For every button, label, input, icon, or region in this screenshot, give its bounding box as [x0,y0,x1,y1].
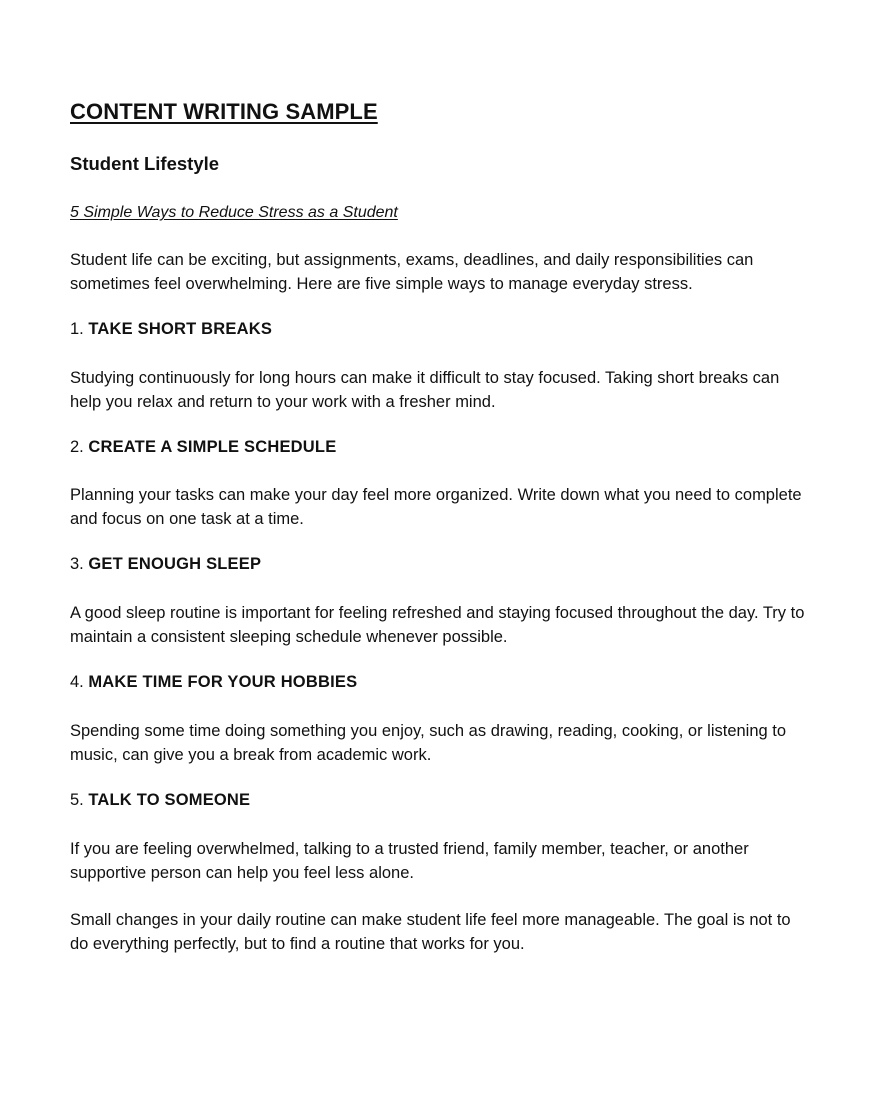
section-body-3: A good sleep routine is important for feeling refreshed and staying focused throughout the day. Try to maintain a consistent sleeping schedule whenever possible. [70,604,805,646]
section-label: CREATE A SIMPLE SCHEDULE [88,438,337,456]
section-body-4: Spending some time doing something you enjoy, such as drawing, reading, cooking, or listening to music, can give you a break from academic work. [70,722,787,764]
section-number: 3. [70,555,84,573]
intro-paragraph: Student life can be exciting, but assignments, exams, deadlines, and daily responsibilities can sometimes feel overwhelming. Here are five simple ways to manage everyday stress. [70,251,754,293]
section-body-1: Studying continuously for long hours can make it difficult to stay focused. Taking short breaks can help you relax and return to your work with a fresher mind. [70,369,780,411]
section-body-2: Planning your tasks can make your day feel more organized. Write down what you need to complete and focus on one task at a time. [70,486,802,528]
section-number: 5. [70,791,84,809]
section-label: GET ENOUGH SLEEP [88,555,262,573]
section-label: MAKE TIME FOR YOUR HOBBIES [88,673,358,691]
conclusion-paragraph: Small changes in your daily routine can make student life feel more manageable. The goal is not to do everything perfectly, but to find a routine that works for you. [70,911,791,953]
article-title: 5 Simple Ways to Reduce Stress as a Student [70,204,398,221]
section-heading-1 [70,320,272,339]
section-heading-2 [70,438,336,457]
category-heading: Student Lifestyle [70,153,220,174]
section-number: 2. [70,438,84,456]
section-label: TAKE SHORT BREAKS [88,320,273,338]
section-label: TALK TO SOMEONE [88,791,251,809]
section-number: 1. [70,320,84,338]
section-body-5: If you are feeling overwhelmed, talking to a trusted friend, family member, teacher, or another supportive person can help you feel less alone. [70,840,749,882]
section-heading-4 [70,673,357,692]
section-number: 4. [70,673,84,691]
document-title: CONTENT WRITING SAMPLE [70,99,378,124]
section-heading-5 [70,791,250,810]
section-heading-3 [70,555,261,574]
